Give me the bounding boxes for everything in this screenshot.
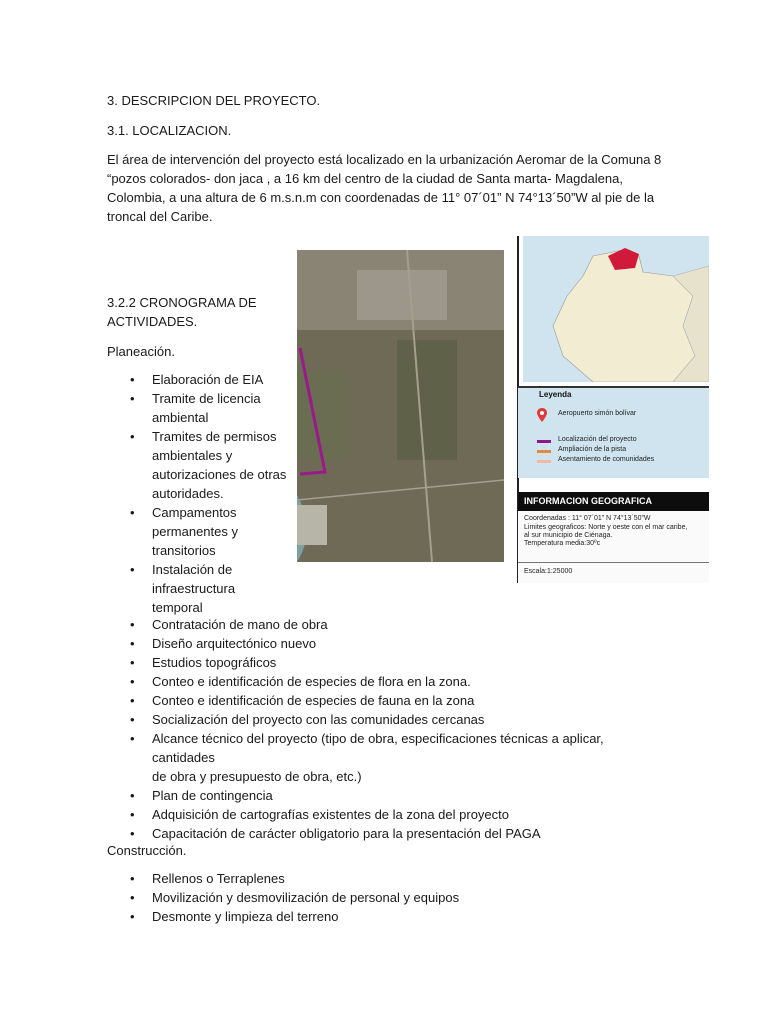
list-item [107, 389, 297, 427]
list-item-line: • Alcance técnico del proyecto (tipo de obra, especificaciones técnicas a aplicar, cantidades [152, 731, 604, 765]
section-heading: 3. DESCRIPCION DEL PROYECTO. [107, 93, 321, 108]
list-item-line: • Capacitación de carácter obligatorio para la presentación del PAGA [152, 826, 541, 841]
planning-label: Planeación. [107, 344, 175, 359]
intro-line: “pozos colorados- don jaca , a 16 km del centro de la ciudad de Santa marta- Magdalena, [107, 171, 623, 186]
list-item [107, 503, 297, 560]
list-item [107, 710, 667, 729]
list-item-line: • Socialización del proyecto con las comunidades cercanas [152, 712, 485, 727]
map-scale: Escala:1:25000 [524, 568, 573, 575]
geo-info-title: INFORMACION GEOGRAFICA [518, 492, 709, 511]
list-item-line: • Instalación de [152, 562, 233, 577]
list-item [107, 560, 297, 617]
list-item-line: • Campamentos [152, 505, 237, 520]
list-item-line: • Rellenos o Terraplenes [152, 871, 285, 886]
list-item-line: • Conteo e identificación de especies de fauna en la zona [152, 693, 475, 708]
intro-line: troncal del Caribe. [107, 209, 213, 224]
list-item [107, 615, 667, 634]
list-item-line: de obra y presupuesto de obra, etc.) [152, 769, 362, 784]
legend-swatch [537, 450, 551, 453]
location-map-figure [297, 236, 709, 583]
list-item [107, 653, 667, 672]
legend-title: Leyenda [539, 390, 572, 399]
list-item-line: • Estudios topográficos [152, 655, 277, 670]
list-item-line: autoridades. [152, 486, 224, 501]
list-item-line: • Diseño arquitectónico nuevo [152, 636, 317, 651]
list-item-line: • Adquisición de cartografías existentes de la zona del proyecto [152, 807, 509, 822]
intro-line: El área de intervención del proyecto está localizado en la urbanización Aeromar de la Comuna 8 [107, 152, 662, 167]
list-item-line: infraestructura [152, 581, 236, 596]
intro-line: Colombia, a una altura de 6 m.s.n.m con coordenadas de 11° 07´01” N 74°13´50”W al pie de la [107, 190, 655, 205]
list-item-line: transitorios [152, 543, 216, 558]
geo-info-line: Limites geograficos: Norte y oeste con el mar caribe, [524, 524, 688, 531]
legend-item-runway: Ampliación de la pista [558, 446, 627, 453]
list-item [107, 672, 667, 691]
list-item-line: • Desmonte y limpieza del terreno [152, 909, 339, 924]
list-item-line: • Tramite de licencia [152, 391, 261, 406]
geo-info-line: al sur municipio de Ciénaga. [524, 532, 613, 539]
list-item-line: • Elaboración de EIA [152, 372, 264, 387]
list-item [107, 691, 667, 710]
planning-list-wide [107, 615, 667, 843]
list-item-line: • Contratación de mano de obra [152, 617, 328, 632]
list-item [107, 805, 667, 824]
list-item-line: ambiental [152, 410, 209, 425]
list-item [107, 907, 667, 926]
geo-info-line: Coordenadas : 11° 07´01” N 74°13´50”W [524, 515, 651, 522]
construction-list [107, 869, 667, 926]
list-item-line: autorizaciones de otras [152, 467, 287, 482]
list-item-line: • Conteo e identificación de especies de flora en la zona. [152, 674, 471, 689]
legend-swatch [537, 440, 551, 443]
geo-info-line: Temperatura media:30ºc [524, 540, 601, 547]
construction-label: Construcción. [107, 843, 187, 858]
airport-pin-icon [537, 408, 547, 422]
legend-item-airport: Aeropuerto simón bolívar [558, 410, 637, 417]
list-item-line: • Tramites de permisos [152, 429, 277, 444]
list-item-line: permanentes y [152, 524, 238, 539]
list-item [107, 888, 667, 907]
list-item [107, 729, 667, 786]
colombia-locator-map [523, 236, 709, 382]
list-item-line: • Plan de contingencia [152, 788, 273, 803]
list-item-line: ambientales y [152, 448, 233, 463]
legend-item-project: Localización del proyecto [558, 436, 637, 443]
list-item [107, 370, 297, 389]
list-item-line: • Movilización y desmovilización de personal y equipos [152, 890, 460, 905]
list-item [107, 786, 667, 805]
scale-divider [518, 562, 709, 563]
subsection-heading: 3.1. LOCALIZACION. [107, 123, 232, 138]
list-item [107, 869, 667, 888]
list-item [107, 634, 667, 653]
satellite-image [297, 250, 504, 562]
geographic-info-panel [518, 492, 709, 583]
legend-swatch [537, 460, 551, 463]
schedule-heading-line: 3.2.2 CRONOGRAMA DE [107, 295, 257, 310]
legend-item-settlement: Asentamiento de comunidades [558, 456, 655, 463]
list-item [107, 824, 667, 843]
list-item [107, 427, 297, 503]
schedule-heading-line: ACTIVIDADES. [107, 314, 198, 329]
map-legend [518, 386, 709, 478]
list-item-line: temporal [152, 600, 203, 615]
planning-list-narrow [107, 370, 297, 617]
